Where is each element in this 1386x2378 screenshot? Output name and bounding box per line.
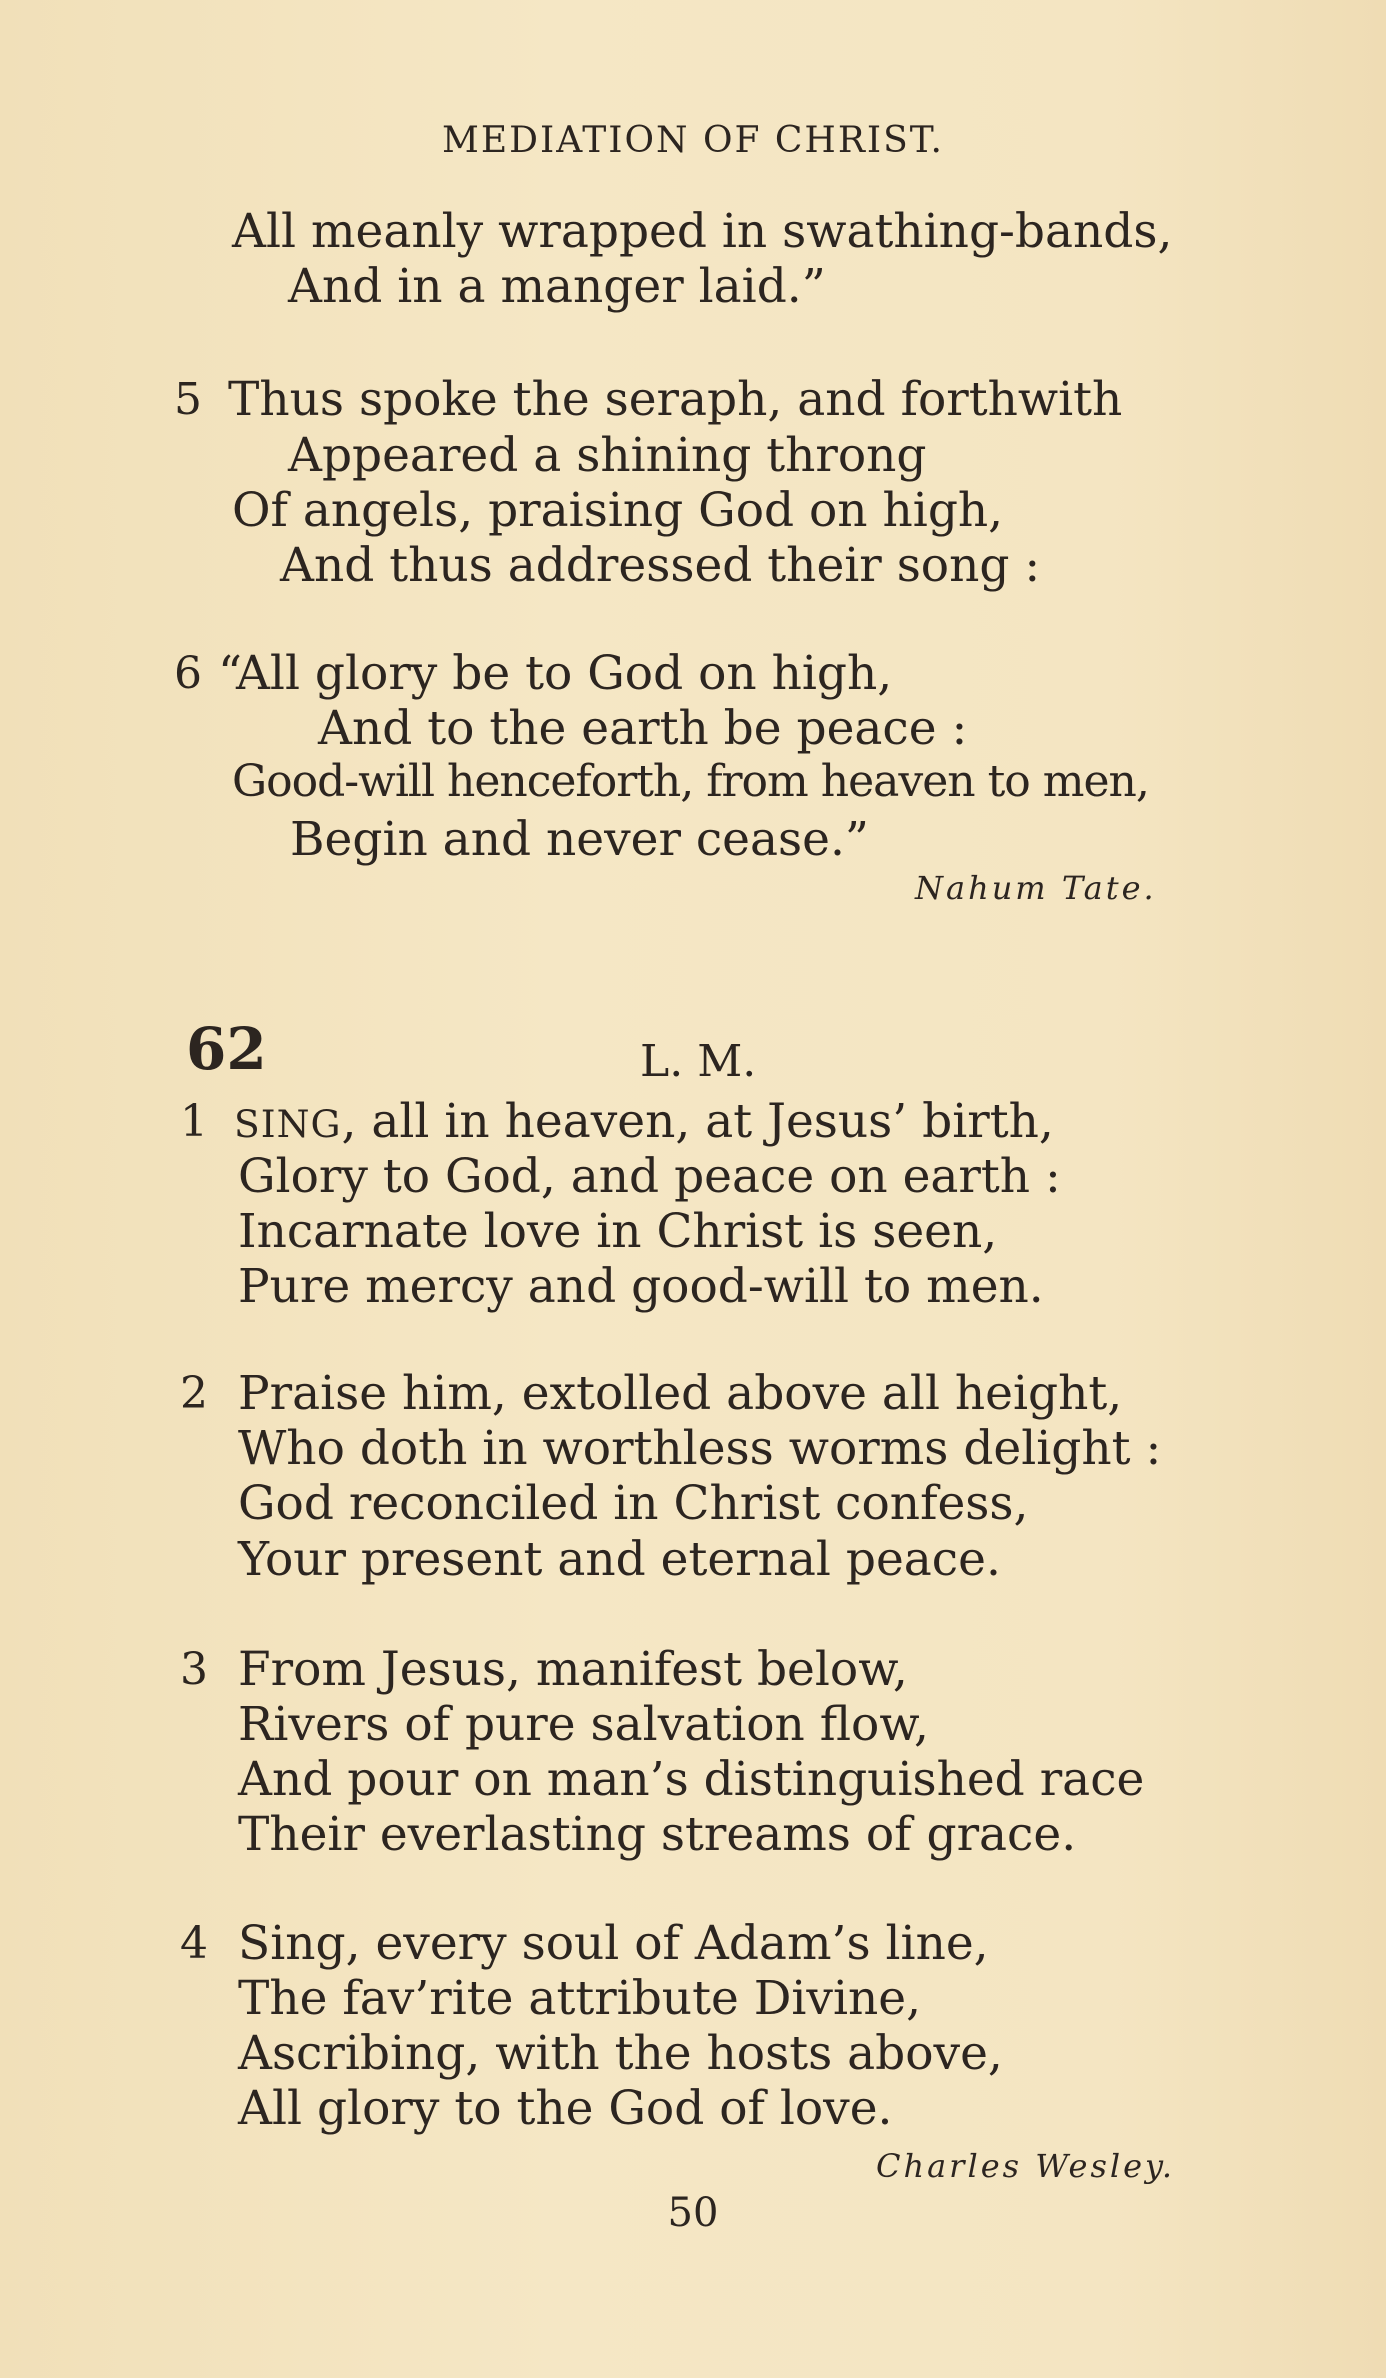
verse-line: Incarnate love in Christ is seen, xyxy=(238,1204,998,1259)
verse-line: Sing, every soul of Adam’s line, xyxy=(238,1916,989,1971)
stanza-number: 3 xyxy=(180,1644,208,1695)
author-attribution: Nahum Tate. xyxy=(915,869,1157,907)
verse-line: Good-will henceforth, from heaven to men, xyxy=(232,756,1149,807)
verse-line: Your present and eternal peace. xyxy=(238,1532,1001,1587)
initial-word: SING xyxy=(234,1102,342,1146)
verse-line: Pure mercy and good-will to men. xyxy=(238,1259,1044,1314)
stanza-number: 1 xyxy=(180,1096,208,1147)
verse-line: And thus addressed their song : xyxy=(280,538,1041,593)
stanza-number: 2 xyxy=(180,1368,208,1419)
verse-line: And pour on man’s distinguished race xyxy=(238,1752,1145,1807)
verse-line: And to the earth be peace : xyxy=(318,701,968,756)
verse-line: Appeared a shining throng xyxy=(288,428,927,483)
author-attribution: Charles Wesley. xyxy=(876,2147,1176,2185)
verse-line: Glory to God, and peace on earth : xyxy=(238,1149,1061,1204)
verse-line: God reconciled in Christ confess, xyxy=(238,1476,1029,1531)
verse-line: Thus spoke the seraph, and forthwith xyxy=(228,372,1123,427)
verse-line: And in a manger laid.” xyxy=(288,259,826,314)
verse-line: All glory to the God of love. xyxy=(238,2081,893,2136)
verse-line xyxy=(234,1094,1054,1149)
running-header: MEDIATION OF CHRIST. xyxy=(442,120,944,161)
hymn-meter: L. M. xyxy=(640,1036,757,1087)
stanza-number: 5 xyxy=(174,374,202,425)
stanza-number: 4 xyxy=(180,1918,208,1969)
verse-line: Who doth in worthless worms delight : xyxy=(238,1421,1162,1476)
verse-line: Rivers of pure salvation flow, xyxy=(238,1697,929,1752)
verse-line: Their everlasting streams of grace. xyxy=(238,1807,1077,1862)
first-line-rest: , all in heaven, at Jesus’ birth, xyxy=(341,1094,1054,1149)
stanza-number: 6 xyxy=(174,648,202,699)
page-number: 50 xyxy=(667,2190,719,2236)
verse-line: “All glory be to God on high, xyxy=(218,646,893,701)
hymn-number: 62 xyxy=(186,1015,267,1083)
verse-line: From Jesus, manifest below, xyxy=(238,1642,908,1697)
verse-line: Praise him, extolled above all height, xyxy=(238,1366,1123,1421)
verse-line: The fav’rite attribute Divine, xyxy=(238,1971,922,2026)
verse-line: Of angels, praising God on high, xyxy=(232,483,1004,538)
verse-line: All meanly wrapped in swathing-bands, xyxy=(232,204,1173,259)
verse-line: Begin and never cease.” xyxy=(290,812,869,867)
verse-line: Ascribing, with the hosts above, xyxy=(238,2026,1003,2081)
